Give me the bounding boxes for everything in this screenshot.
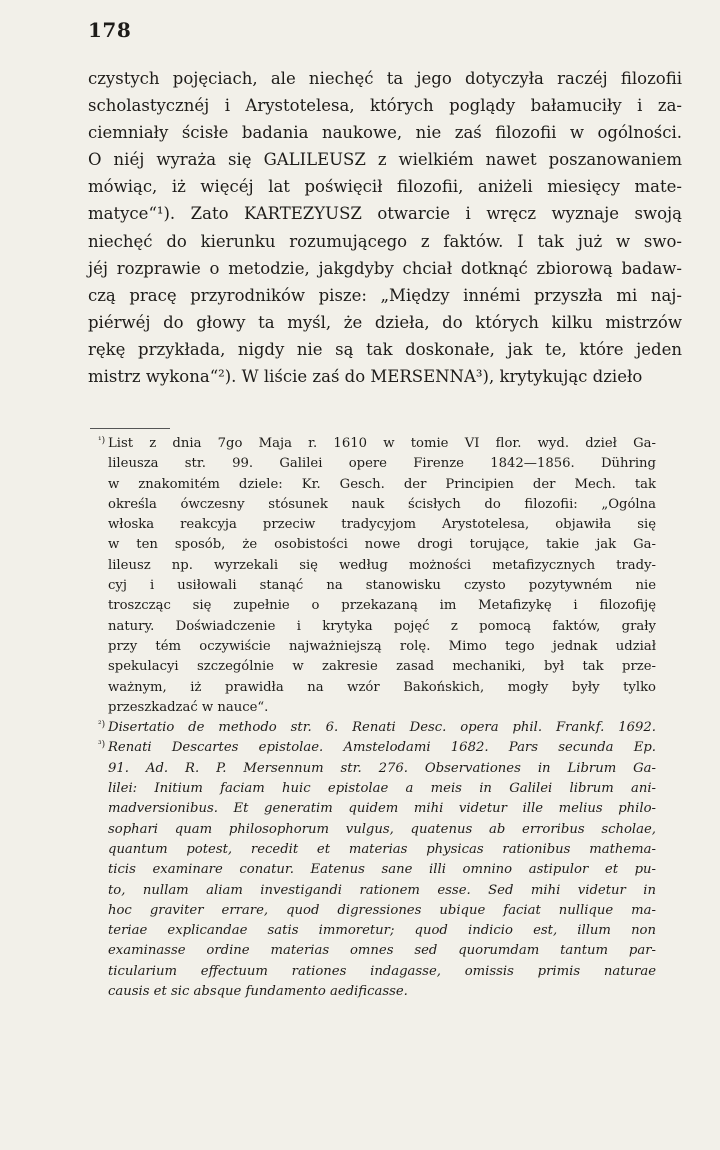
- body-line: czystych pojęciach, ale niechęć ta jego dotyczyła raczéj filozofii: [88, 69, 682, 88]
- footnote-line: sophari quam philosophorum vulgus, quatenus ab erroribus scholae,: [108, 821, 656, 837]
- footnote-line: ticis examinare conatur. Eatenus sane illi omnino astipulor et pu-: [108, 862, 656, 878]
- footnote-line: to, nullam aliam investigandi rationem esse. Sed mihi videtur in: [108, 882, 656, 898]
- footnote-2: [98, 718, 656, 738]
- footnotes: [98, 434, 656, 1002]
- body-line: piérwéj do głowy ta myśl, że dzieła, do których kilku mistrzów: [88, 312, 682, 332]
- footnote-line: ważnym, iż prawidła na wzór Bakońskich, mogły były tylko: [108, 679, 656, 695]
- footnote-line: lileusz np. wyrzekali się według możności metafizycznych trady-: [108, 557, 656, 573]
- footnote-line: quantum potest, recedit et materias physicas rationibus mathema-: [108, 841, 656, 857]
- footnote-2-mark: ²): [98, 720, 106, 731]
- body-line: mistrz wykona“²). W liście zaś do MERSENNA³), krytykując dzieło: [88, 367, 643, 387]
- footnote-line: causis et sic absque fundamento aedificasse.: [108, 984, 408, 1000]
- footnote-line: lilei: Initium faciam huic epistolae a meis in Galilei librum ani-: [108, 781, 656, 797]
- footnote-line: przy tém oczywiście najważniejszą rolę. Mimo tego jednak udział: [108, 638, 656, 654]
- body-line: rękę przykłada, nigdy nie są tak doskonałe, jak te, które jeden: [88, 339, 682, 359]
- body-line: matyce“¹). Zato KARTEZYUSZ otwarcie i wręcz wyznaje swoją: [88, 204, 682, 224]
- body-line: niechęć do kierunku rozumującego z faktów. I tak już w swo-: [88, 231, 682, 251]
- footnote-3: [98, 738, 656, 1002]
- body-line: jéj rozprawie o metodzie, jakgdyby chciał dotknąć zbiorową badaw-: [88, 258, 682, 278]
- footnote-line: examinasse ordine materias omnes sed quorumdam tantum par-: [108, 943, 656, 959]
- footnote-line: natury. Doświadczenie i krytyka pojęć z pomocą faktów, grały: [108, 618, 656, 634]
- footnote-line: lileusza str. 99. Galilei opere Firenze 1842—1856. Dühring: [108, 456, 656, 472]
- footnote-line: 91. Ad. R. P. Mersennum str. 276. Observationes in Librum Ga-: [108, 760, 656, 776]
- footnote-1: [98, 434, 656, 718]
- footnote-line: Disertatio de methodo str. 6. Renati Desc. opera phil. Frankf. 1692.: [108, 720, 656, 736]
- footnote-line: określa ówczesny stósunek nauk ścisłych do filozofii: „Ogólna: [108, 496, 656, 512]
- page-number: 178: [88, 18, 132, 42]
- footnote-line: przeszkadzać w nauce“.: [108, 699, 269, 715]
- footnote-line: w znakomitém dziele: Kr. Gesch. der Principien der Mech. tak: [108, 476, 656, 492]
- footnote-line: hoc graviter errare, quod digressiones ubique faciat nullique ma-: [108, 902, 656, 918]
- footnote-line: włoska reakcyja przeciw tradycyjom Arystotelesa, objawiła się: [108, 517, 656, 533]
- body-line: scholastycznéj i Arystotelesa, których poglądy bałamuciły i za-: [88, 96, 682, 116]
- footnote-line: madversionibus. Et generatim quidem mihi videtur ille melius philo-: [108, 801, 656, 817]
- body-line: czą pracę przyrodników pisze: „Między innémi przyszła mi naj-: [88, 285, 682, 305]
- footnote-line: troszcząc się zupełnie o przekazaną im Metafizykę i filozofiję: [108, 598, 656, 614]
- footnote-3-mark: ³): [98, 740, 106, 751]
- body-line: O niéj wyraża się GALILEUSZ z wielkiém nawet poszanowaniem: [88, 150, 682, 170]
- footnote-line: teriae explicandae satis immoretur; quod indicio est, illum non: [108, 923, 656, 939]
- footnote-line: cyj i usiłowali stanąć na stanowisku czysto pozytywném nie: [108, 578, 656, 594]
- footnote-1-mark: ¹): [98, 436, 106, 446]
- body-line: mówiąc, iż więcéj lat poświęcił filozofii, aniżeli miesięcy mate-: [88, 177, 682, 197]
- footnote-line: Renati Descartes epistolae. Amstelodami 1682. Pars secunda Ep.: [108, 740, 656, 756]
- footnote-line: w ten sposób, że osobistości nowe drogi torujące, takie jak Ga-: [108, 537, 656, 553]
- footnote-line: ticularium effectuum rationes indagasse, omissis primis naturae: [108, 963, 656, 979]
- body-paragraph: [88, 65, 682, 390]
- footnote-separator-rule: [90, 428, 170, 429]
- footnote-line: List z dnia 7go Maja r. 1610 w tomie VI flor. wyd. dzieł Ga-: [108, 436, 656, 451]
- footnote-line: spekulacyi szczególnie w zakresie zasad mechaniki, był tak prze-: [108, 659, 656, 675]
- body-line: ciemniały ścisłe badania naukowe, nie zaś filozofii w ogólności.: [88, 123, 682, 143]
